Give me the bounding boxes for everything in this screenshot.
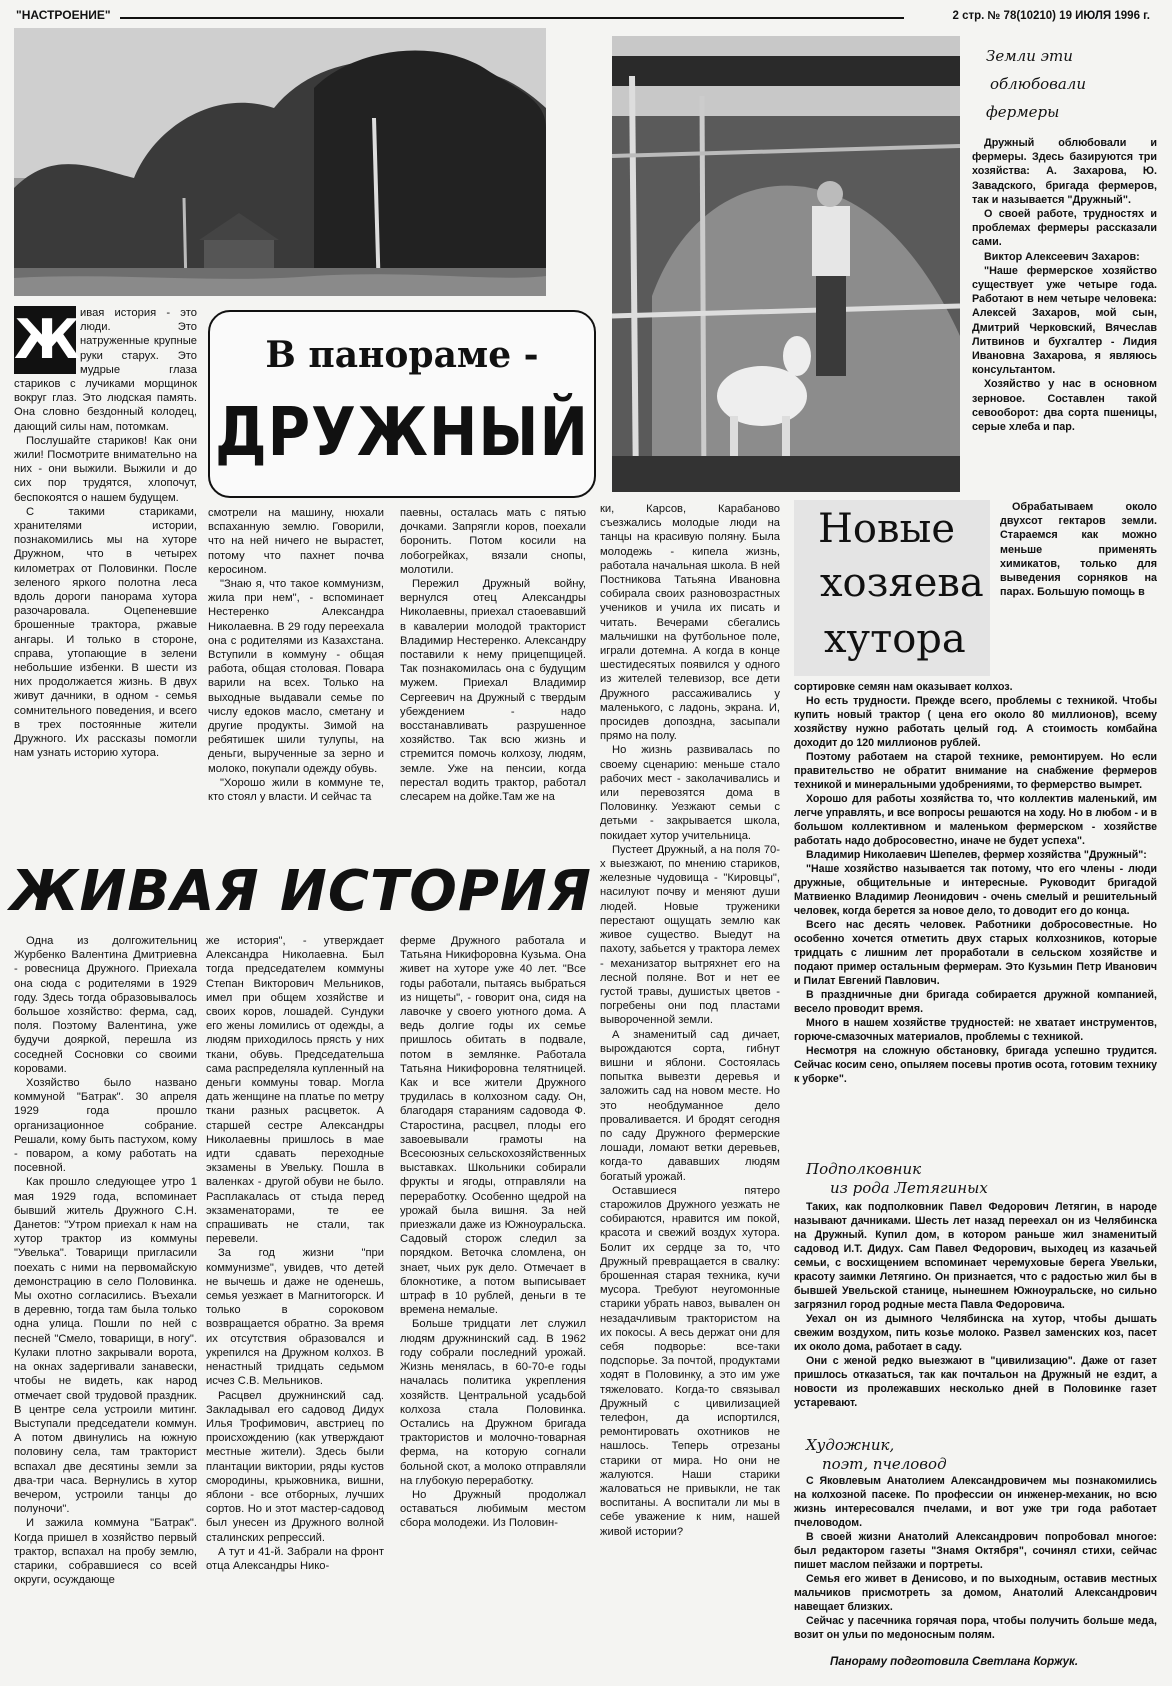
mid3-p2: Но жизнь развивалась по своему сценарию: меньше стало рабочих мест - заколачивались и или перевозятся дома в Половинку. Уезжают семьи с детьми - закрывается школа, покидает хутор учительница. — [600, 744, 780, 842]
village-photo-drawing — [14, 28, 546, 296]
right-main-p5: Владимир Николаевич Шепелев, фермер хозяйства "Дружный": — [806, 849, 1147, 861]
farmers-title — [986, 42, 1086, 126]
farmer-goat-drawing — [612, 36, 960, 492]
farmer-goat-photo — [612, 36, 960, 492]
bottom2-p4: А тут и 41-й. Забрали на фронт отца Александры Нико- — [206, 1545, 384, 1572]
new-owners-line3: хутора — [824, 616, 966, 662]
mid-column-1 — [208, 506, 384, 842]
right-main-p3: Поэтому работаем на старой технике, ремонтируем. Но если правительство не обратит внимание на снабжение фермеров техникой и минеральными удобрениями, то фермерство вымрет. — [794, 751, 1157, 791]
colonel-p3: Они с женой редко выезжают в "цивилизацию". Даже от газет пришлось отказаться, так как почтальон на Дружный не ездит, а новости из пролежавших несколько дней в Половинке газет устаревают. — [794, 1355, 1157, 1409]
intro-p2: Послушайте стариков! Как они жили! Посмотрите внимательно на них - они выжили. Выжили и до сих пор трудятся, хлопочут, беспокоятся о нашем будущем. — [14, 434, 197, 504]
bottom3-p2: Больше тридцати лет служил людям дружнинский сад. В 1962 году собрали последний урожай. Жизнь менялась, в 60-70-е годы началась политика укрепления хозяйств. Центральной усадьбой колхоза стала Половинка. Остались на Дружном бригада трактористов и молочно-товарная ферма, на которую согнали больной скот, а молоко отправляли на глубокую переработку. — [400, 1318, 586, 1487]
right-main-p10: Несмотря на сложную обстановку, бригада успешно трудится. Сейчас косим сено, опыляем посевы против осота, готовим технику к уборке". — [794, 1045, 1157, 1085]
new-owners-title-box — [794, 500, 990, 676]
artist-p1: С Яковлевым Анатолием Александровичем мы познакомились на колхозной пасеке. По профессии он инженер-механик, но всю жизнь интересовался пчелами, и вот уже три года работает пчеловодом. — [794, 1475, 1157, 1529]
right-side-column — [1000, 500, 1157, 680]
right-top-p1: Дружный облюбовали и фермеры. Здесь базируются три хозяйства: А. Захарова, Ю. Завадского, бригада фермеров, так и называется "Дружный". — [972, 137, 1157, 206]
right-main-p1: сортировке семян нам оказывает колхоз. — [794, 681, 1013, 693]
mid-column-2 — [400, 506, 586, 842]
right-main-p6: "Наше хозяйство называется так потому, что его члены - люди дружные, общительные и интересные. Руководит бригадой Матвиенко Владимир Леонидович - очень смелый и решительный человек, когда берется за новое дело, то доводит его до конца. — [794, 863, 1157, 917]
signature: Панораму подготовила Светлана Коржук. — [830, 1656, 1079, 1668]
right-top-column — [972, 136, 1157, 498]
mid1-p3: "Хорошо жили в коммуне те, кто стоял у власти. И сейчас та — [208, 776, 384, 804]
village-photo — [14, 28, 546, 296]
section-name: "НАСТРОЕНИЕ" — [16, 8, 111, 22]
bottom2-p1: же история", - утверждает Александра Николаевна. Был тогда председателем коммуны Степан Викторович Мельников, имел при общем хозяйстве и своих коров, лошадей. Сундуки его жены ломились от одежды, а людям приходилось прясть у них ткани, обувь. Председательша сама распределяла купленный на деньги коммуны товар. Могла дать женщине на платье по метру ткани разных расцветок. А старшей сестре Александры Николаевны пришлось в мае идти сдавать переходные экзамены в Увельку. Пошла в валенках - другой обуви не было. Расплакалась от стыда перед экзаменаторами, те ее спрашивать не стали, так перевели. — [206, 935, 384, 1246]
mid1-p2: "Знаю я, что такое коммунизм, жила при нем", - вспоминает Нестеренко Александра Николаевна. В 29 году переехала она с родителями из Казахстана. Вступили в коммуну - общая работа, общая столовая. Повара варили на всех. Только на выходные выдавали семье по числу едоков масло, сметану и другие продукты. Зимой на ребятишек шили тулупы, на деньги, вырученные за зерно и молоко, покупали одежду обувь. — [208, 578, 384, 775]
colonel-title — [806, 1160, 988, 1198]
right-top-p4: "Наше фермерское хозяйство существует уже четыре года. Работают в нем четыре человека: Алексей Захаров, мой сын, Дмитрий Черковский, Вячеслав Литвинов и бухгалтер - Лидия Ивановна Захарова, я являюсь консультантом. — [972, 264, 1157, 377]
right-top-p2: О своей работе, трудностях и проблемах фермеры рассказали сами. — [972, 208, 1157, 249]
right-side-p: Обрабатываем около двухсот гектаров земли. Стараемся как можно меньше применять химикатов, только для выведения сорняков на парах. Большую помощь в — [1000, 501, 1157, 599]
mid3-p4: А знаменитый сад дичает, вырождаются сорта, гибнут вишни и яблони. Состоялась попытка вывезти деревья и заложить сад на новом месте. Но это необдуманное дело проваливается. И бродят сегодня по саду Дружного фермерские лошади, ломают ветки деревьев, когда-то дававших людям богатый урожай. — [600, 1028, 780, 1183]
mid-column-3 — [600, 502, 780, 1652]
right-top-p3: Виктор Алексеевич Захаров: — [984, 250, 1140, 263]
bottom3-p3: Но Дружный продолжал оставаться любимым местом сбора молодежи. Из Половин- — [400, 1488, 586, 1530]
farmers-title-line3: фермеры — [986, 103, 1060, 121]
bottom1-p4: И зажила коммуна "Батрак". Когда пришел в хозяйство первый трактор, вспахал на пробу землю, старики, собравшиеся со всей округи, осуждающе — [14, 1517, 197, 1587]
bottom1-p3: Как прошло следующее утро 1 мая 1929 года, вспоминает бывший житель Дружного С.Н. Данетов: "Утром приехал к нам на хутор трактор из коммуны "Увелька". Товарищи пригласили поехать с ними на первомайскую демонстрацию в село Половинка. Мы охотно согласились. Въехали в деревню, тогда там была только одна улица. Пошли по ней с песней "Смело, товарищи, в ногу". Кулаки плотно закрывали ворота, на окнах задергивали занавески, чтобы не видеть, как народ отмечает свой трудовой праздник. В центре села устроили митинг. Выступали председатели коммун. А потом двинулись на южную половину села, там тракторист вспахал две десятины земли за два-три часа. Вернулись в хутор вечером, устроили танцы до полуночи". — [14, 1176, 197, 1516]
new-owners-line2: хозяева — [820, 560, 984, 606]
right-main-p9: Много в нашем хозяйстве трудностей: не хватает инструментов, горюче-смазочных материалов, проблемы с техникой. — [794, 1017, 1157, 1043]
mid3-p1: ки, Карсов, Карабаново съезжались молодые люди на танцы на красивую поляну. Была молодежь - кипела жизнь, работала начальная школа. В ней Постникова Татьяна Ивановна собирала своих разновозрастных учеников и учила их писать и читать. Вечерами сбегались мальчишки на футбольное поле, играли дотемна. А когда в конце шестидесятых появился у одного из жителей телевизор, все дети Дружного рассаживались у маленького, с ладонь, экрана. И, просидев допоздна, засыпали прямо на полу. — [600, 503, 780, 743]
mid3-p3: Пустеет Дружный, а на поля 70-х выезжают, по мнению стариков, железные чудовища - "Кировцы", насилуют почву и меняют души людей. Новые труженики перестают ощущать землю как живое существо. Выедут на пахоту, забьется у трактора лемех - механизатор вытряхнет его на лесной поляне. Вот и нет ее густой травы, душистых цветов - погребены они под пластами вывороченной земли. — [600, 843, 780, 1027]
right-main-p7: Всего нас десять человек. Работники добросовестные. Но особенно хочется отметить двух старых колхозников, которые тридцать с лишним лет проработали в сельском хозяйстве и подают пример остальным фермерам. Это Кузьмин Петр Иванович и Пилат Евгений Павлович. — [794, 919, 1157, 987]
right-main-p4: Хорошо для работы хозяйства то, что коллектив маленький, им легче управлять, и все вопросы решаются на ходу. Но в любом - и в большом коллективном и маленьком фермерском - хозяйстве работать надо добросовестно, иначе не будет успеха". — [794, 793, 1157, 847]
bottom1-p2: Хозяйство было названо коммуной "Батрак". 30 апреля 1929 года прошло организационное собрание. Решали, кому быть пастухом, кому - поваром, а кому работать на посевной. — [14, 1077, 197, 1175]
bottom2-p3: Расцвел дружнинский сад. Закладывал его садовод Дидух Илья Трофимович, австриец по происхождению (как утверждают местные жители). Здесь были плантации виктории, ряды кустов смородины, крыжовника, вишни, яблони - все отборных, лучших сортов. Но и этот мастер-садовод был унесен из Дружного волной сталинских репрессий. — [206, 1389, 384, 1544]
mid2-p2: Пережил Дружный войну, вернулся отец Александры Николаевны, приехал стаоевавший в кавалерии молодой тракторист Владимир Нестеренко. Александру поставили к нему прицепщицей. Так познакомилась она с будущим мужем. Приехал Владимир Сергеевич на Дружный с твердым убеждением - надо восстанавливать разрушенное хозяйство. Так всю жизнь и стремится помочь колхозу, людям, земле. Уже на пенсии, когда перестал водить трактор, работал слесарем на дойке.Там же на — [400, 578, 586, 804]
intro-p3: С такими стариками, хранителями истории, познакомились мы на хуторе Дружном, что в четырех километрах от Половинки. После зеленого яркого полотна леса вдоль дороги панорама хутора разочаровала. Оцепеневшие брошенные трактора, ржавые ангары. И только в стороне, справа, утопающие в зелени небольшие избенки. В шести из них продолжается жизнь. В двух живут дачники, в одном - семья сомнительного поведения, и всего в трех постоянные жители Дружного. Их рассказы помогли нам узнать историю хутора. — [14, 505, 197, 760]
bottom-column-3 — [400, 934, 586, 1654]
colonel-column — [794, 1200, 1157, 1434]
zhivaya-headline: ЖИВАЯ ИСТОРИЯ — [10, 859, 592, 924]
drop-cap: Ж — [14, 306, 76, 374]
colonel-p2: Уехал он из дымного Челябинска на хутор, чтобы дышать свежим воздухом, пить козье молоко. Развел заменских коз, пасет их около дома, работает в саду. — [794, 1313, 1157, 1353]
panorama-title-box — [208, 310, 596, 498]
header-rule — [120, 17, 904, 19]
mid2-p1: паевны, осталась мать с пятью дочками. Запрягли коров, поехали боронить. Потом косили на лобогрейках, вязали снопы, молотили. — [400, 507, 586, 576]
bottom-column-2 — [206, 934, 384, 1654]
panorama-title-line1: В панораме - — [265, 334, 539, 376]
colonel-title-line2: из рода Летягиных — [830, 1179, 988, 1197]
bottom2-p2: За год жизни "при коммунизме", увидев, что детей не вычешь и даже не оденешь, семья уезжает в Магнитогорск. И только в сороковом возвращается обратно. За время их отсутствия образовался и укрепился на Дружном колхоз. В ненастный тридцать седьмом исчез С.В. Мельников. — [206, 1247, 384, 1388]
colonel-p1: Таких, как подполковник Павел Федорович Летягин, в народе называют дачниками. Шесть лет назад переехал он из Челябинска на Дружный. Купил дом, в котором раньше жил знаменитый садовод И.Т. Дидух. Сам Павел Федорович, выходец из казачьей семьи, с восхищением вспоминает черемуховые берега Увельки, красоту заимки Летягино. Он признается, что с радостью жил бы в бывшей Увельской станице, нынешнем Южноуральске, но сильно загрязнил город родные места Павла Федоровича. — [794, 1201, 1157, 1311]
artist-p3: Семья его живет в Денисово, и по выходным, оставив местных мальчиков присмотреть за домом, Анатолий Александрович навещает близких. — [794, 1573, 1157, 1613]
bottom-column-1 — [14, 934, 197, 1654]
mid1-p1: смотрели на машину, нюхали вспаханную землю. Говорили, что на ней ничего не вырастет, потому что пахнет почва керосином. — [208, 507, 384, 576]
bottom1-p1: Одна из долгожительниц Журбенко Валентина Дмитриевна - ровесница Дружного. Приехала она сюда с родителями в 1929 году. Здесь тогда образовывалось большое хозяйство: ферма, сад, поля. Поэтому Валентина, уже будучи дояркой, перешла из соседней Сосновки со своими коровами. — [14, 935, 197, 1075]
issue-line: 2 стр. № 78(10210) 19 ИЮЛЯ 1996 г. — [952, 10, 1150, 22]
new-owners-line1: Новые — [818, 506, 955, 552]
colonel-title-line1: Подполковник — [806, 1160, 922, 1178]
artist-title — [806, 1436, 947, 1474]
artist-p4: Сейчас у пасечника горячая пора, чтобы получить больше меда, возит он ульи по медоносным полям. — [794, 1615, 1157, 1641]
intro-column — [14, 306, 197, 846]
bottom3-p1: ферме Дружного работала и Татьяна Никифоровна Кузьма. Она живет на хуторе уже 40 лет. "Все годы работали, пытаясь выбраться из нищеты", - говорит она, сидя на лавочке у своего уютного дома. А ведь долгие годы их семье пришлось обитать в подвале, потом в землянке. Работала Татьяна Никифоровна телятницей. Как и все жители Дружного трудилась в колхозном саду. Он, благодаря стараниям садовода Ф. Старостина, расцвел, плоды его завоевывали грамоты на Всесоюзных сельскохозяйственных выставках. Школьники собирали фрукты и ягоды, отправляли на переработку. Особенно щедрой на урожай была вишня. За ней приезжали даже из Южноуральска. Садовый сторож следил за порядком. Веточка сломлена, он знает, чьих рук дело. Отмечает в блокнотике, а потом выписывает штраф в 10 рублей, деньги в те времена немалые. — [400, 935, 586, 1317]
artist-p2: В своей жизни Анатолий Александрович попробовал многое: был редактором газеты "Знамя Октября", сочинял стихи, сейчас пишет маслом пейзажи и портреты. — [794, 1531, 1157, 1571]
farmers-title-line2: облюбовали — [990, 75, 1087, 93]
artist-column — [794, 1474, 1157, 1652]
farmers-title-line1: Земли эти — [986, 47, 1073, 65]
right-top-p5: Хозяйство у нас в основном зерновое. Составлен такой севооборот: два сорта пшеницы, серые хлеба и пар. — [972, 378, 1157, 434]
drop-cap-spacer — [14, 306, 80, 374]
artist-title-line2: поэт, пчеловод — [822, 1455, 947, 1473]
mid3-p5: Оставшиеся пятеро старожилов Дружного уезжать не собираются, нравится им покой, красота и свежий воздух хутора. Болит их сердце за то, что Дружный превращается в свалку: брошенная старая техника, кучи мусора. Требуют неугомонные старики убрать навоз, вывален он незадачливым трактористом на их покосы. А весь держат они для себя подворье: все-таки подспорье. За почтой, продуктами ходят в Половинку, а это им уже тяжеловато. Когда-то связывал Дружный с цивилизацией телефон, да испортился, ремонтировать охотников не нашлось. Теперь отрезаны старики от мира. Но они не жалуются. Наши старики жаловаться не привыкли, не так воспитаны. А воспитали ли мы в себе уважение к ним, нашей живой истории? — [600, 1184, 780, 1538]
right-main-column — [794, 680, 1157, 1150]
intro-p1: ивая история - это люди. Это натруженные крупные руки старух. Это мудрые глаза стариков с лучиками морщинок вокруг глаз. Это людская память. Она словно бездонный колодец, дающий силы нам, потомкам. — [14, 307, 197, 433]
right-main-p8: В праздничные дни бригада собирается дружной компанией, весело проводит время. — [794, 989, 1157, 1015]
right-main-p2: Но есть трудности. Прежде всего, проблемы с техникой. Чтобы купить новый трактор ( цена его около 80 миллионов), всему хозяйству нужно работать целый год. А стоимость комбайна доходит до 120 миллионов рублей. — [794, 695, 1157, 749]
artist-title-line1: Художник, — [806, 1436, 895, 1454]
panorama-title-line2: ДРУЖНЫЙ — [214, 392, 590, 472]
